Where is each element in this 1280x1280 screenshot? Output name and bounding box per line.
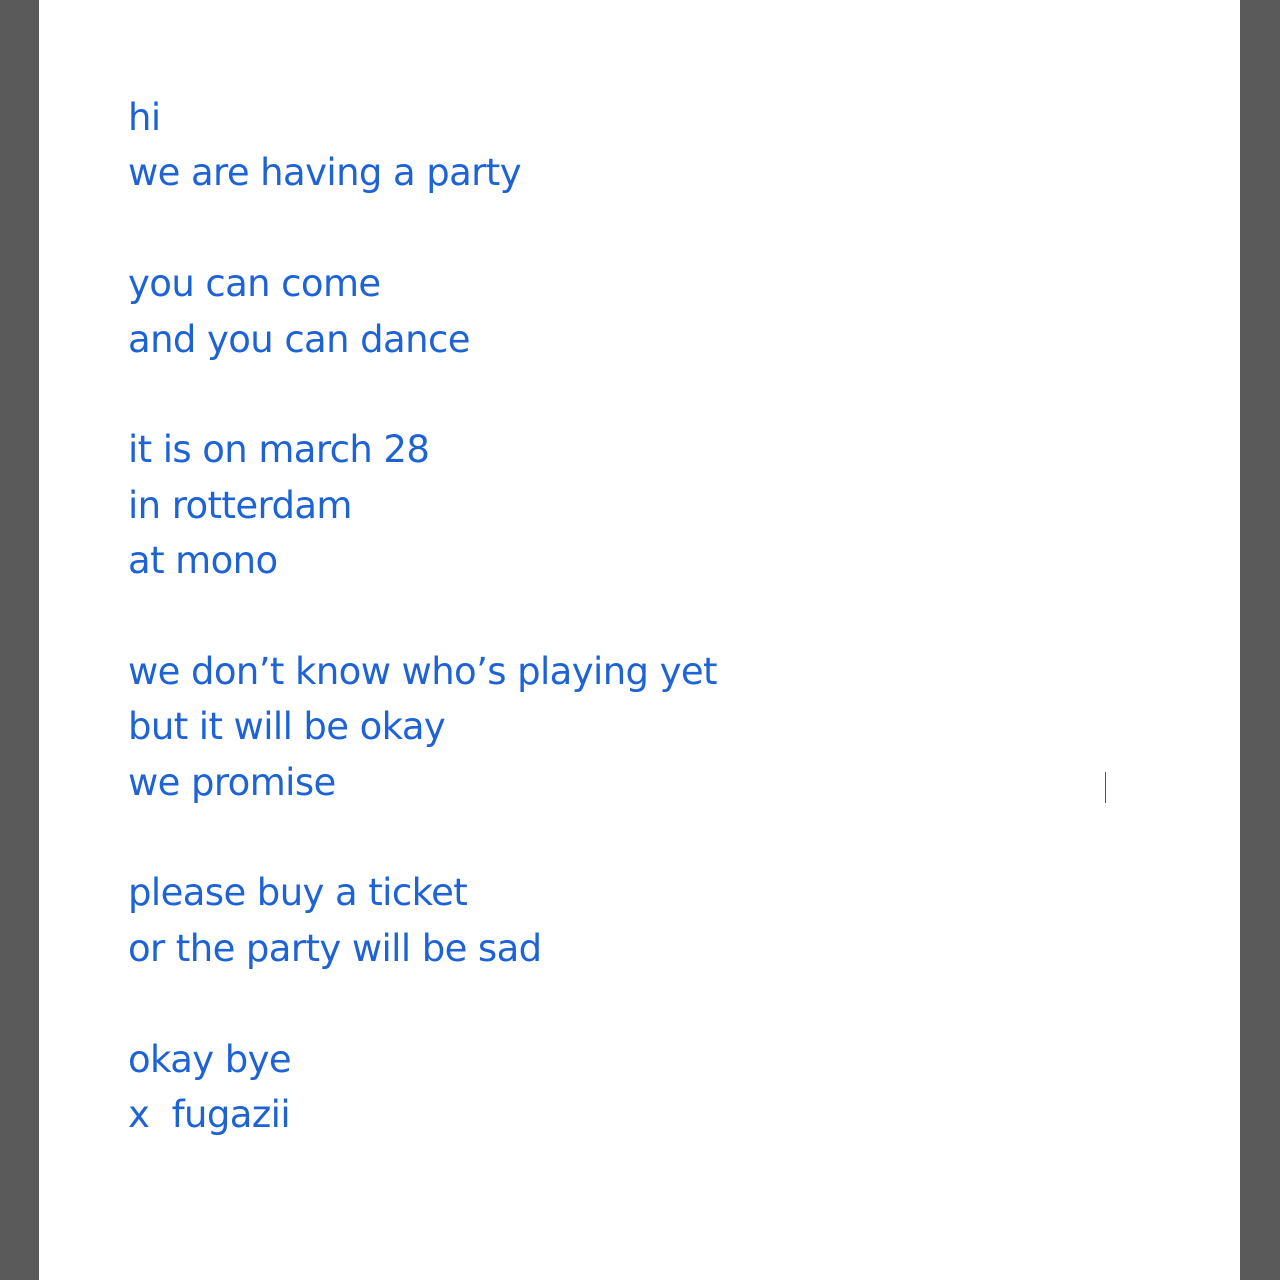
signature-line: x fugazii — [128, 1093, 291, 1137]
blank-line — [128, 367, 717, 422]
document-page[interactable] — [39, 0, 1240, 1280]
blank-line — [128, 976, 717, 1031]
text-line: please buy a ticket — [128, 871, 468, 915]
text-line: in rotterdam — [128, 483, 352, 527]
blank-line — [128, 201, 717, 256]
text-line: or the party will be sad — [128, 926, 542, 970]
text-line: hi — [128, 96, 161, 139]
blank-line — [128, 589, 717, 644]
text-line: we are having a party — [128, 151, 521, 195]
text-line: you can come — [128, 262, 381, 306]
blank-line — [128, 810, 717, 865]
text-line: at mono — [128, 539, 278, 583]
text-line: okay bye — [128, 1037, 292, 1081]
text-cursor — [1105, 772, 1106, 803]
text-line: but it will be okay — [128, 705, 446, 749]
text-line: it is on march 28 — [128, 428, 430, 472]
text-line: we promise — [128, 760, 336, 804]
document-text[interactable] — [128, 90, 717, 1142]
text-line: and you can dance — [128, 317, 470, 361]
text-line: we don’t know who’s playing yet — [128, 649, 717, 693]
